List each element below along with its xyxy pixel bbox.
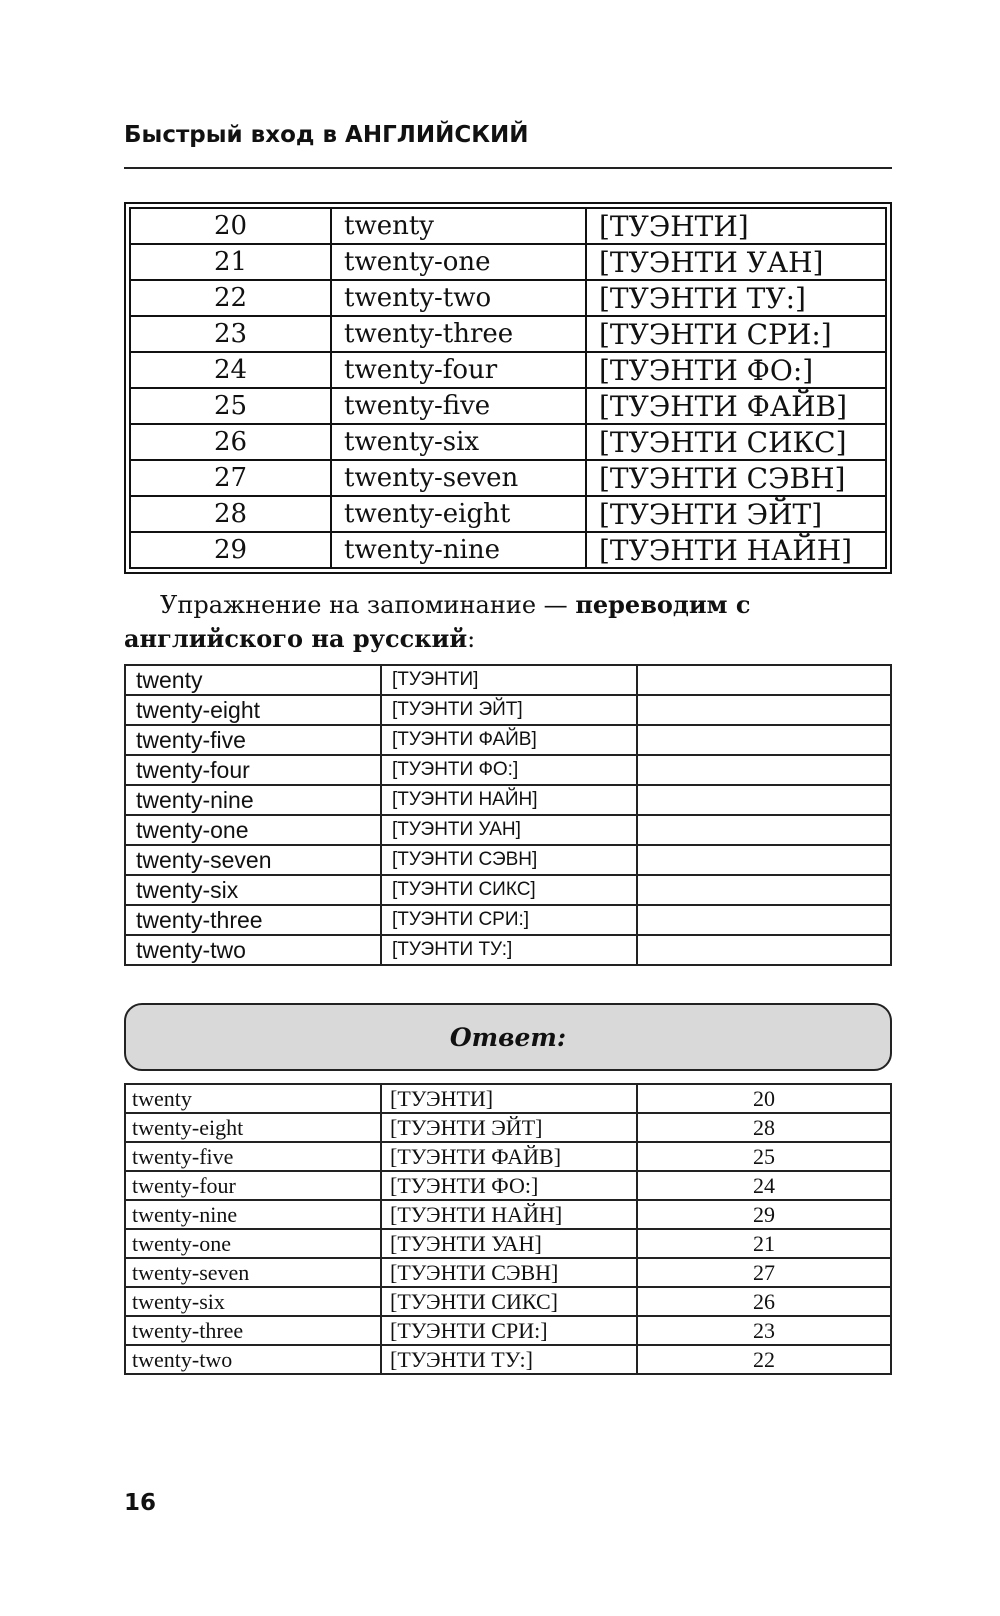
english-word-cell: twenty-six [125,875,381,905]
number-cell: 23 [637,1316,891,1345]
number-cell: 20 [130,208,331,244]
english-word-cell: twenty [125,665,381,695]
blank-answer-cell [637,695,891,725]
instruction-bold-text: переводим с английского на русский [124,590,751,653]
transcription-cell: [ТУЭНТИ НАЙН] [381,785,637,815]
number-cell: 26 [130,424,331,460]
number-cell: 27 [130,460,331,496]
english-word-cell: twenty-one [331,244,586,280]
number-cell: 26 [637,1287,891,1316]
blank-answer-cell [637,785,891,815]
english-word-cell: twenty-three [331,316,586,352]
instruction-colon: : [467,625,476,653]
table-row [125,905,891,935]
english-word-cell: twenty-two [331,280,586,316]
blank-answer-cell [637,665,891,695]
transcription-cell: [ТУЭНТИ ЭЙТ] [586,496,886,532]
table-row [125,815,891,845]
blank-answer-cell [637,935,891,965]
transcription-cell: [ТУЭНТИ СЭВН] [381,1258,637,1287]
english-word-cell: twenty-six [331,424,586,460]
transcription-cell: [ТУЭНТИ ФАЙВ] [381,1142,637,1171]
blank-answer-cell [637,845,891,875]
number-cell: 28 [637,1113,891,1142]
numbers-table [129,207,887,569]
table-row [125,1345,891,1374]
english-word-cell: twenty-four [331,352,586,388]
transcription-cell: [ТУЭНТИ ТУ:] [586,280,886,316]
number-cell: 21 [130,244,331,280]
english-word-cell: twenty-five [125,1142,381,1171]
number-cell: 22 [637,1345,891,1374]
english-word-cell: twenty-three [125,905,381,935]
transcription-cell: [ТУЭНТИ СИКС] [381,1287,637,1316]
table-row [130,388,886,424]
number-cell: 24 [637,1171,891,1200]
transcription-cell: [ТУЭНТИ ЭЙТ] [381,1113,637,1142]
page-number: 16 [124,1490,157,1516]
answer-table [124,1083,892,1375]
english-word-cell: twenty-eight [331,496,586,532]
table-row [125,1258,891,1287]
english-word-cell: twenty-nine [125,1200,381,1229]
transcription-cell: [ТУЭНТИ] [586,208,886,244]
number-cell: 20 [637,1084,891,1113]
transcription-cell: [ТУЭНТИ УАН] [381,1229,637,1258]
english-word-cell: twenty-one [125,815,381,845]
blank-answer-cell [637,875,891,905]
table-row [130,460,886,496]
english-word-cell: twenty-nine [125,785,381,815]
instruction-text: Упражнение на запоминание — [160,591,576,619]
transcription-cell: [ТУЭНТИ ФО:] [381,1171,637,1200]
table-row [125,755,891,785]
transcription-cell: [ТУЭНТИ СРИ:] [381,905,637,935]
blank-answer-cell [637,815,891,845]
table-row [130,244,886,280]
transcription-cell: [ТУЭНТИ СЭВН] [381,845,637,875]
answer-banner [124,1003,892,1071]
english-word-cell: twenty-nine [331,532,586,568]
exercise-table [124,664,892,966]
transcription-cell: [ТУЭНТИ ТУ:] [381,1345,637,1374]
answer-label: Ответ: [449,1022,567,1052]
english-word-cell: twenty-eight [125,695,381,725]
table-row [125,1142,891,1171]
table-row [125,1229,891,1258]
table-row [125,1084,891,1113]
transcription-cell: [ТУЭНТИ НАЙН] [586,532,886,568]
english-word-cell: twenty-seven [125,845,381,875]
blank-answer-cell [637,905,891,935]
table-row [125,875,891,905]
transcription-cell: [ТУЭНТИ СИКС] [381,875,637,905]
table-row [125,1113,891,1142]
number-cell: 29 [637,1200,891,1229]
running-header: Быстрый вход в АНГЛИЙСКИЙ [124,122,529,148]
table-row [125,1287,891,1316]
table-row [130,280,886,316]
table-row [130,208,886,244]
number-cell: 29 [130,532,331,568]
english-word-cell: twenty-five [331,388,586,424]
transcription-cell: [ТУЭНТИ УАН] [586,244,886,280]
transcription-cell: [ТУЭНТИ ЭЙТ] [381,695,637,725]
transcription-cell: [ТУЭНТИ] [381,1084,637,1113]
transcription-cell: [ТУЭНТИ СИКС] [586,424,886,460]
transcription-cell: [ТУЭНТИ СРИ:] [381,1316,637,1345]
number-cell: 25 [130,388,331,424]
header-rule [124,167,892,169]
exercise-instruction [124,588,892,656]
english-word-cell: twenty-one [125,1229,381,1258]
transcription-cell: [ТУЭНТИ] [381,665,637,695]
table-row [125,785,891,815]
numbers-table-frame [124,202,892,574]
english-word-cell: twenty-four [125,755,381,785]
table-row [125,1171,891,1200]
english-word-cell: twenty-seven [125,1258,381,1287]
transcription-cell: [ТУЭНТИ ТУ:] [381,935,637,965]
number-cell: 27 [637,1258,891,1287]
english-word-cell: twenty-six [125,1287,381,1316]
blank-answer-cell [637,725,891,755]
english-word-cell: twenty-eight [125,1113,381,1142]
table-row [130,496,886,532]
table-row [130,352,886,388]
table-row [125,845,891,875]
transcription-cell: [ТУЭНТИ СЭВН] [586,460,886,496]
table-row [130,316,886,352]
number-cell: 28 [130,496,331,532]
table-row [130,424,886,460]
transcription-cell: [ТУЭНТИ ФАЙВ] [586,388,886,424]
english-word-cell: twenty-two [125,935,381,965]
transcription-cell: [ТУЭНТИ УАН] [381,815,637,845]
english-word-cell: twenty-four [125,1171,381,1200]
number-cell: 25 [637,1142,891,1171]
transcription-cell: [ТУЭНТИ НАЙН] [381,1200,637,1229]
transcription-cell: [ТУЭНТИ СРИ:] [586,316,886,352]
table-row [125,1200,891,1229]
table-row [125,665,891,695]
english-word-cell: twenty [125,1084,381,1113]
english-word-cell: twenty-two [125,1345,381,1374]
number-cell: 24 [130,352,331,388]
transcription-cell: [ТУЭНТИ ФО:] [381,755,637,785]
transcription-cell: [ТУЭНТИ ФАЙВ] [381,725,637,755]
blank-answer-cell [637,755,891,785]
table-row [125,935,891,965]
english-word-cell: twenty-five [125,725,381,755]
number-cell: 22 [130,280,331,316]
table-row [125,695,891,725]
number-cell: 21 [637,1229,891,1258]
number-cell: 23 [130,316,331,352]
table-row [130,532,886,568]
transcription-cell: [ТУЭНТИ ФО:] [586,352,886,388]
english-word-cell: twenty-three [125,1316,381,1345]
english-word-cell: twenty [331,208,586,244]
table-row [125,1316,891,1345]
table-row [125,725,891,755]
english-word-cell: twenty-seven [331,460,586,496]
